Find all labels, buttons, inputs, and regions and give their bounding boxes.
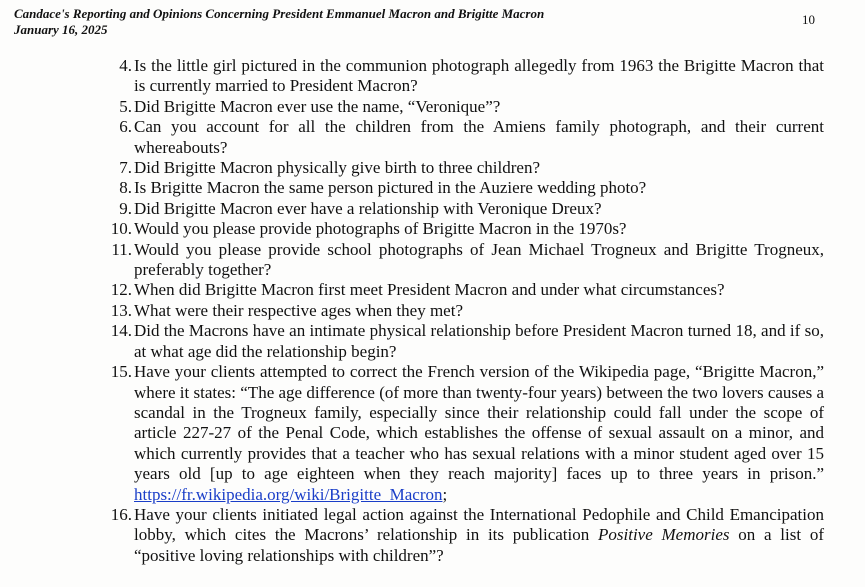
question-item [96,301,824,321]
question-text: Did Brigitte Macron ever have a relationship with Veronique Dreux? [134,198,602,218]
question-item [96,97,824,117]
question-number: 16. [110,504,132,524]
wikipedia-link[interactable]: https://fr.wikipedia.org/wiki/Brigitte_Macron [134,484,443,504]
question-number: 8. [119,178,132,198]
question-item [96,280,824,300]
question-text: Can you account for all the children from the Amiens family photograph, and their current whereabouts? [134,117,824,157]
publication-title: Positive Memories [598,525,730,545]
question-text: Did Brigitte Macron ever use the name, “Veronique”? [134,96,501,116]
page-header [14,6,851,37]
question-number: 9. [119,198,132,218]
question-item [96,219,824,239]
link-trailing-punctuation: ; [442,484,448,504]
question-item [96,362,824,505]
question-list [96,56,824,566]
document-title: Candace's Reporting and Opinions Concerning President Emmanuel Macron and Brigitte Macron [14,6,545,21]
question-number: 5. [119,96,132,116]
question-text: Would you please provide school photographs of Jean Michael Trogneux and Brigitte Trogneux, preferably together? [134,239,824,280]
question-item [96,178,824,198]
question-text [132,362,824,505]
question-item [96,158,824,178]
question-number: 13. [110,300,132,320]
question-number: 15. [110,362,132,382]
question-body-end: on a list of “positive loving relationships with children”? [134,525,824,565]
question-text: Is the little girl pictured in the communion photograph allegedly from 1963 the Brigitte Macron that is currently married to President Macron? [134,56,824,96]
question-item [96,505,824,566]
question-text: Did the Macrons have an intimate physical relationship before President Macron turned 18, and if so, at what age did the relationship begin? [134,321,824,361]
question-body: Have your clients attempted to correct the French version of the Wikipedia page, “Brigitte Macron,” where it states: “The age difference (of more than twenty-four years) between the two lovers causes a scandal in the Trogneux family, especially since their relationship could fall under the scope of article 227-27 of the Penal Code, which establishes the offense of sexual assault on a minor, and which currently provides that a teacher who has sexual relations with a minor student aged over 15 years old [up to age eighteen when they reach majority] faces up to three years in prison.” [134,362,824,484]
question-item [96,56,824,97]
question-text: Is Brigitte Macron the same person pictured in the Auziere wedding photo? [134,178,647,198]
question-text: Did Brigitte Macron physically give birth to three children? [134,158,540,178]
question-body-start: Have your clients initiated legal action against the International Pedophile and Child Emancipation lobby, which cites the Macrons’ relationship in its publication [134,504,824,545]
document-date: January 16, 2025 [14,21,108,37]
question-number: 12. [110,280,132,300]
question-item [96,199,824,219]
question-number: 10. [110,219,132,239]
question-text: When did Brigitte Macron first meet President Macron and under what circumstances? [134,280,725,300]
question-number: 7. [119,158,132,178]
question-text [132,505,824,566]
question-text: What were their respective ages when they met? [134,300,463,320]
question-item [96,117,824,158]
question-number: 14. [110,321,132,341]
question-number: 4. [119,56,132,75]
page-number: 10 [802,12,815,27]
question-number: 6. [119,117,132,137]
question-number: 11. [111,239,132,259]
question-item [96,321,824,362]
question-item [96,240,824,281]
question-text: Would you please provide photographs of Brigitte Macron in the 1970s? [134,219,627,239]
